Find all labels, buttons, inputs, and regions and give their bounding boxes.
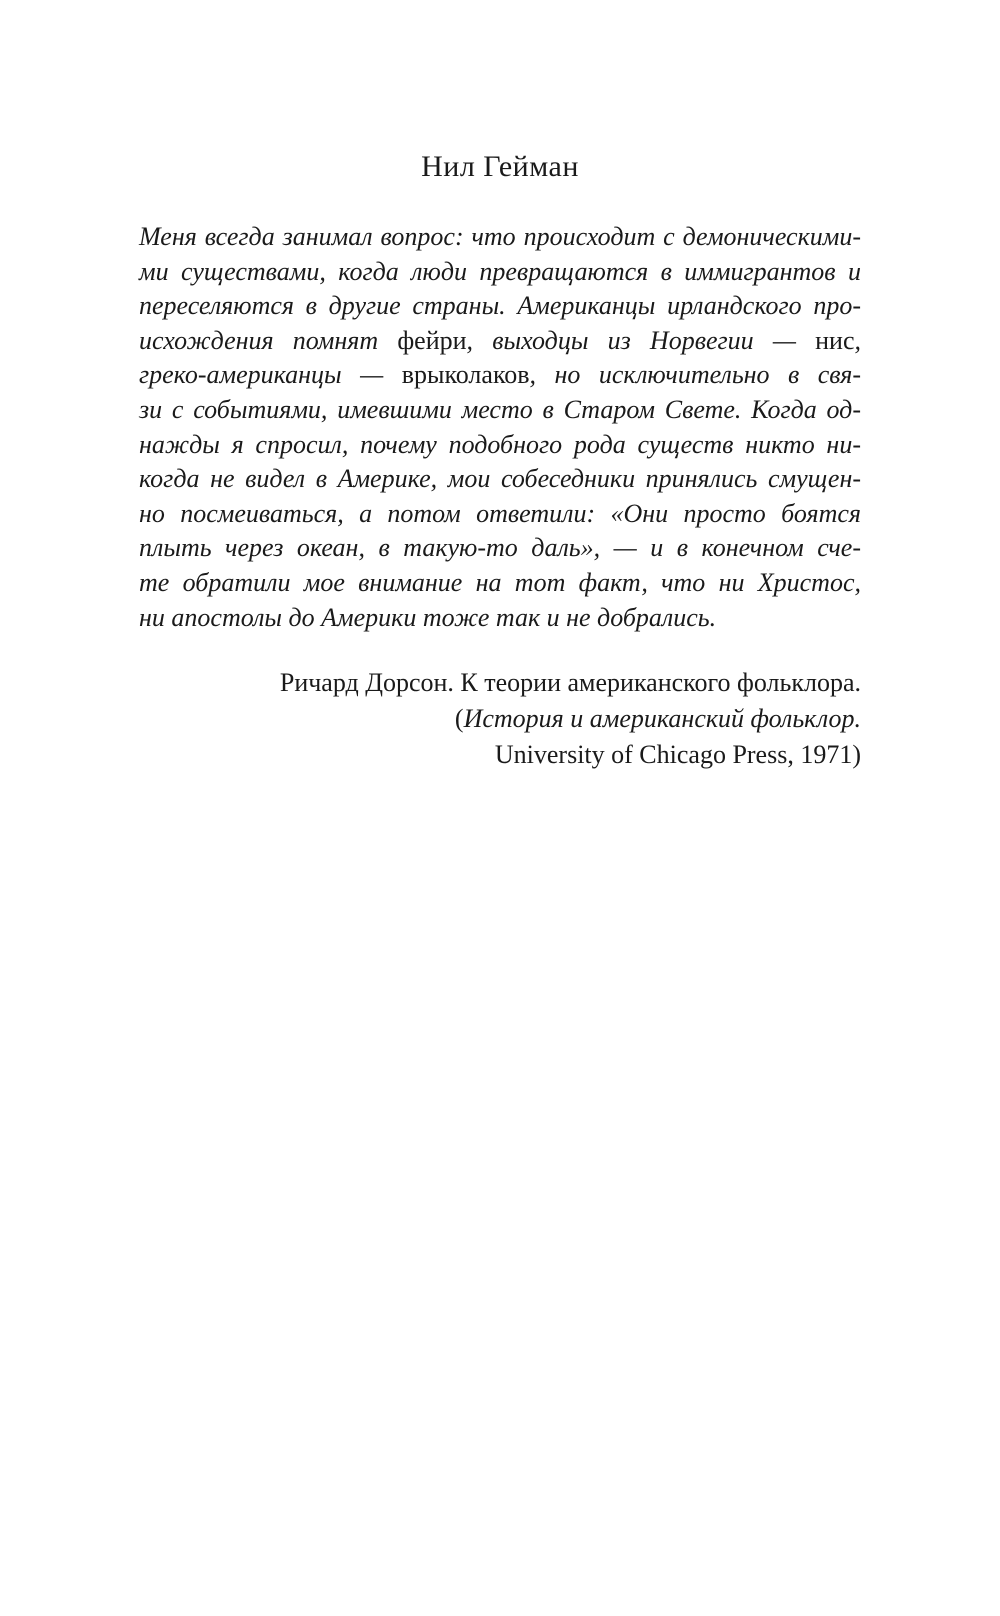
epigraph-text: Меня всегда занимал вопрос: что происходит с демоническими- bbox=[139, 222, 861, 251]
source-line-author-title: Ричард Дорсон. К теории американского фольклора. bbox=[279, 668, 861, 697]
epigraph-text: зи с событиями, имевшими место в Старом Свете. Когда од- bbox=[139, 394, 861, 424]
epigraph-line bbox=[139, 462, 861, 497]
source-open-paren: ( bbox=[454, 704, 464, 733]
epigraph-text: , но исключительно в свя- bbox=[529, 360, 861, 390]
epigraph-text: но посмеиваться, а потом ответили: «Они просто боятся bbox=[139, 498, 861, 528]
epigraph-line bbox=[139, 220, 861, 255]
epigraph-term: фейри bbox=[397, 325, 467, 355]
epigraph-text: переселяются в другие страны. Американцы ирландского про- bbox=[139, 291, 861, 321]
epigraph-line bbox=[139, 566, 861, 601]
epigraph-text: ни апостолы до Америки тоже так и не добрались. bbox=[139, 602, 717, 632]
epigraph-quote bbox=[139, 220, 861, 635]
epigraph-line bbox=[139, 324, 861, 359]
epigraph-line bbox=[139, 393, 861, 428]
running-header-author: Нил Гейман bbox=[421, 150, 579, 183]
epigraph-text: когда не видел в Америке, мои собеседники принялись смущен- bbox=[139, 464, 861, 494]
epigraph-line bbox=[139, 497, 861, 532]
epigraph-text: исхождения помнят bbox=[139, 325, 398, 355]
epigraph-line bbox=[139, 358, 861, 393]
epigraph-text: плыть через океан, в такую-то даль», — и в конечном сче- bbox=[139, 533, 861, 563]
epigraph-term: врыколаков bbox=[401, 360, 530, 390]
epigraph-line bbox=[139, 289, 861, 324]
source-line-publisher: University of Chicago Press, 1971) bbox=[494, 740, 861, 769]
epigraph-line bbox=[139, 601, 861, 636]
epigraph-source bbox=[139, 665, 861, 773]
source-line-book bbox=[139, 701, 861, 737]
epigraph-line bbox=[139, 531, 861, 566]
epigraph-term: нис bbox=[815, 325, 855, 355]
source-book-title: История и американский фольклор. bbox=[463, 704, 861, 733]
epigraph-text: , bbox=[854, 325, 861, 355]
epigraph-text: , выходцы из Норвегии — bbox=[466, 325, 816, 355]
epigraph-line bbox=[139, 428, 861, 463]
epigraph-text: ми существами, когда люди превращаются в иммигрантов и bbox=[139, 256, 861, 286]
epigraph-text: нажды я спросил, почему подобного рода существ никто ни- bbox=[139, 429, 861, 459]
epigraph-text: греко-американцы — bbox=[139, 360, 402, 390]
epigraph-text: те обратили мое внимание на тот факт, что ни Христос, bbox=[139, 567, 861, 597]
epigraph-line bbox=[139, 255, 861, 290]
